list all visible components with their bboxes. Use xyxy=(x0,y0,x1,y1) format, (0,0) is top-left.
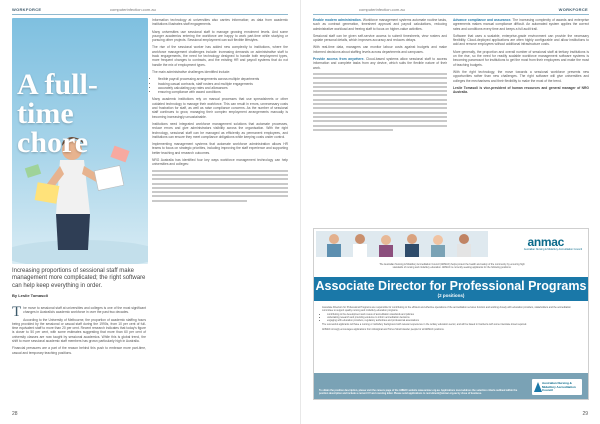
title-line-1: A full-time xyxy=(17,68,98,130)
byline: By Leslie Tomasoli xyxy=(12,293,48,298)
subheading: Provide access from anywhere. xyxy=(313,57,365,62)
ad-body xyxy=(322,306,580,331)
list-item: • accurately calculating pay rates and allowances xyxy=(158,86,288,90)
text-lines xyxy=(152,170,288,202)
list-item: • flexible payroll processing arrangements across multiple departments xyxy=(158,77,288,81)
subheading: Enable modern administration. xyxy=(313,18,362,22)
ad-positions: (2 positions) xyxy=(437,293,465,298)
paragraph: More generally, the proportion and overall number of sessional staff at tertiary institutions is on the rise, so the need for readily scalable workforce management software systems is becoming paramount for institutions to get the most from their employees and make the most of teaching budgets. xyxy=(453,49,589,67)
subheading: Advance compliance and assurance. xyxy=(453,18,512,22)
list-item: • tracking casual contracts, staff rosters and multiple engagements xyxy=(158,82,288,86)
paragraph: Workforce management systems automate routine tasks, such as contract generation, timesheet approval and payroll calculations, reducing administrative workload and freeing staff to focus on higher-value activities. xyxy=(313,18,447,31)
page-number: 29 xyxy=(582,411,588,417)
ad-list xyxy=(322,313,580,322)
paragraph: Information technology at universities also carries information; as data from academic institutions illustrates staff engagements. xyxy=(152,18,288,27)
ad-footer xyxy=(314,373,588,399)
footer-logo-text: Australian Nursing & Midwifery Accreditation Council xyxy=(542,381,576,392)
left-column-2 xyxy=(152,18,288,204)
ad-paragraph: Associate Directors for Professional Programs are responsible for contributing to the efficient and effective operations of the accreditation services function and working closely with education providers, stakeholders and the accreditation committee to support quality nursing and midwifery education programs. xyxy=(322,306,571,313)
paragraph: Many academic institutions rely on manual processes that use spreadsheets or other outdated technology to manage their workforce. This can result in errors, unnecessary costs and frustration for staff, as well as raise compliance concerns. As the number of sessional staff continues to grow, managing their complex employment arrangements manually is becoming increasingly unsustainable. xyxy=(152,97,288,119)
website-label: computerinfection.com.au xyxy=(359,7,405,12)
ad-footer-logo xyxy=(532,379,582,395)
ad-list-item: • undertaking research and providing evidence to inform accreditation decisions xyxy=(327,316,580,319)
anmac-logo: anmac xyxy=(527,235,564,249)
paragraph: The rise of the sessional worker has added new complexity to institutions, where the workforce management challenges include: increasing demands on administrative staff to track engagements, the need for technology designed to handle both employment types, more frequent changes to contracts, and the existing HR and payroll systems that do not handle the mix of employment types. xyxy=(152,45,288,67)
page-number: 28 xyxy=(12,411,18,417)
ad-list-item: • engaging with education providers, regulatory authorities and professional associations xyxy=(327,319,580,322)
list-item: • ensuring compliance with award conditions xyxy=(158,90,288,94)
paragraph: Institutions need integrated workforce management solutions that automate processes, reduce errors and give administrators visibility across the organisation. With the right technology, sessional staff can be managed as efficiently as permanent employees, and institutions can ensure they meet compliance obligations while keeping costs under control. xyxy=(152,121,288,139)
section-label: WORKFORCE xyxy=(12,7,42,12)
section-label: WORKFORCE xyxy=(558,7,588,12)
title-line-2: chore xyxy=(17,126,89,159)
paragraph: Implementing management systems that automate workforce administration allows HR teams to focus on strategic priorities, including improving the staff experience and supporting better teaching and research outcomes. xyxy=(152,142,288,155)
ad-intro: The Australian Nursing & Midwifery Accreditation Council (ANMAC) helps protect the health and safety of the community by ensuring high standards of nursing and midwifery education. ANMAC is currently seeking applicants for the following positions: xyxy=(379,263,525,269)
header-rule xyxy=(12,14,288,15)
ad-staff-photo xyxy=(316,231,488,257)
paragraph: With the right technology, the move towards a sessional workforce presents new opportunities rather than new challenges. The right software will give universities and colleges the mechanisms and their flexibility to make the most of the trend. xyxy=(453,69,589,83)
article-title xyxy=(17,70,145,157)
header-rule xyxy=(313,14,589,15)
website-label: computerinfection.com.au xyxy=(110,7,156,12)
paragraph: The main administrative challenges identified include: xyxy=(152,69,231,74)
author-bio: Leslie Tomasoli is vice-president of human resources and general manager of NRG Australia. xyxy=(453,85,589,95)
paragraph: Cloud-based systems allow sessional staff to access information and complete tasks from any device, which suits the flexible nature of their work. xyxy=(313,57,448,70)
ad-paragraph: ANMAC strongly encourages applications from Aboriginal and Torres Strait Islander people for all ANMAC positions. xyxy=(322,327,445,331)
paragraph: Software that uses a scalable, enterprise-grade environment can provide the necessary flexibility. Cloud-deployed applications are often highly configurable and allow institutions to add and remove employees without additional infrastructure costs. xyxy=(453,33,589,47)
paragraph: he move to sessional staff at universities and colleges is one of the most significant changes in Australia's academic workforce in over the past two decades. xyxy=(23,306,146,315)
bullet-list xyxy=(152,77,288,94)
paragraph: NRG Australia has identified four key ways workforce management technology can help universities and colleges: xyxy=(152,158,288,167)
ad-footer-text: To obtain the position description, please visit the careers page of the ANMAC website www.anmac.org.au. Applications must address the selection criteria outlined within the position description and include a current CV and covering letter. Please send applications to recruitment@anmac.org.au by close of business. xyxy=(319,389,518,395)
paragraph: According to the University of Melbourne, the proportion of academic staffing hours being provided by the sessional or casual staff during the 1990s, from 10 per cent of full-time equivalent staff to more than 20 per cent. Recent research indicates that today's figure is closer to 50 per cent, with some estimates suggesting that more than 60 per cent of university classes are now taught by sessional academics. While this is global trend, the shift to more sessional academic staff members has grown particularly high in Australia. xyxy=(12,317,146,344)
ad-title: Associate Director for Professional Programs xyxy=(315,279,587,293)
right-column-2 xyxy=(453,18,589,97)
text-lines xyxy=(313,73,447,131)
paragraph: Many universities use sessional staff to manage growing enrolment levels. And some younger academics entering the workforce are happy to work part-time while studying or pursuing other projects. Sessional employment can suit flexible lifestyles. xyxy=(152,29,288,43)
ad-paragraph: The successful applicants will have a nursing or midwifery background with relevant experience in the tertiary education sector, and will be based in Canberra with some interstate travel required. xyxy=(322,323,527,327)
right-page xyxy=(300,0,600,424)
job-advertisement xyxy=(313,228,589,400)
standfirst: Increasing proportions of sessional staff make management more complicated; the right software can help keep everything in order. xyxy=(12,268,146,289)
anmac-emblem-icon xyxy=(534,382,542,392)
ad-list-item: • contributing to the development and review of accreditation standards and policies xyxy=(327,313,580,316)
right-column-1 xyxy=(313,18,447,133)
drop-cap: T xyxy=(12,304,22,320)
ad-header xyxy=(314,229,588,259)
hero-photo xyxy=(12,18,148,264)
anmac-logo-subtitle: Australian Nursing & Midwifery Accreditation Council xyxy=(523,248,582,251)
paragraph: Financial pressures are a part of the reason behind this push to embrace more part-time, casual and temporary teaching positions. xyxy=(12,346,146,355)
paragraph: With real-time data, managers can monitor labour costs against budgets and make informed decisions about staffing levels across departments and campuses. xyxy=(313,45,447,54)
paragraph: Sessional staff can be given self-service access to submit timesheets, view rosters and update personal details, which improves accuracy and reduces delays. xyxy=(313,33,447,43)
left-column-1 xyxy=(12,306,146,358)
paragraph: The increasing complexity of awards and enterprise agreements makes manual compliance difficult. An automated system applies the correct rates and conditions every time and keeps a full audit trail. xyxy=(453,18,589,31)
